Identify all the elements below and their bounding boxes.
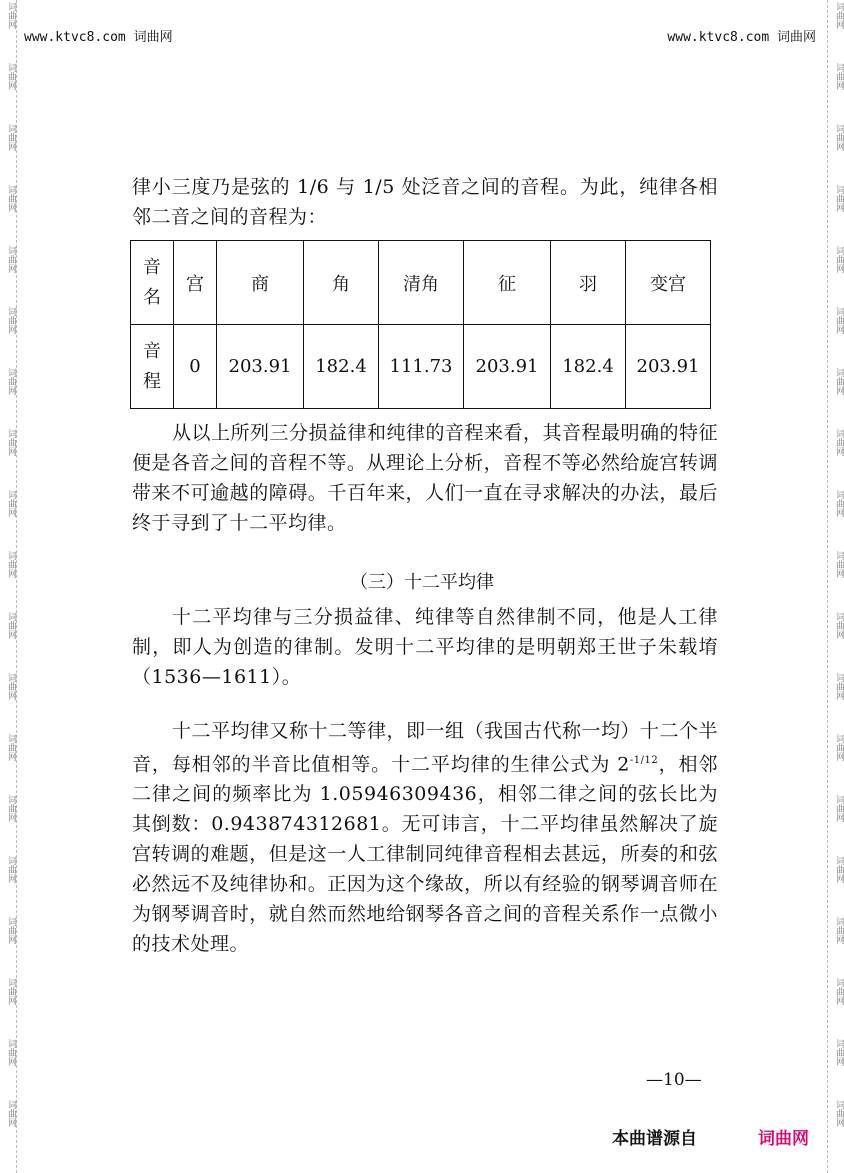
side-watermark-mark: 词曲网 [6, 734, 16, 761]
side-watermark-mark: 词曲网 [6, 63, 16, 90]
paragraph-2: 从以上所列三分损益律和纯律的音程来看，其音程最明确的特征便是各音之间的音程不等。从理论上分析，音程不等必然给旋宫转调带来不可逾越的障碍。千百年来，人们一直在寻求解决的办法，最后终于寻到了十二平均律。 [132, 422, 719, 534]
side-watermark-mark: 词曲网 [834, 1100, 844, 1127]
table-cell: 角 [304, 241, 379, 325]
side-watermark-mark: 词曲网 [834, 856, 844, 883]
side-watermark-mark: 词曲网 [834, 1039, 844, 1066]
side-watermark-mark: 词曲网 [834, 734, 844, 761]
side-watermark-mark: 词曲网 [6, 185, 16, 212]
side-watermark-mark: 词曲网 [834, 917, 844, 944]
side-watermark-mark: 词曲网 [6, 917, 16, 944]
side-watermark-mark: 词曲网 [6, 673, 16, 700]
table-cell: 宫 [174, 241, 217, 325]
side-watermark-mark: 词曲网 [834, 2, 844, 29]
side-watermark-mark: 词曲网 [6, 246, 16, 273]
side-watermark-mark: 词曲网 [6, 490, 16, 517]
table-cell: 203.91 [626, 325, 711, 409]
side-watermark-mark: 词曲网 [6, 368, 16, 395]
side-watermark-mark: 词曲网 [834, 429, 844, 456]
table-cell: 203.91 [464, 325, 551, 409]
paragraph-4 [132, 716, 718, 959]
side-watermark-mark: 词曲网 [6, 551, 16, 578]
paragraph-4-part-b: ，相邻二律之间的频率比为 1.05946309436，相邻二律之间的弦长比为其倒数：0.943874312681。无可讳言，十二平均律虽然解决了旋宫转调的难题，但是这一人工律制同纯律音程相去甚远，所奏的和弦必然远不及纯律协和。正因为这个缘故，所以有经验的钢琴调音师在为钢琴调音时，就自然而然地给钢琴各音之间的音程关系作一点微小的技术处理。 [132, 753, 718, 956]
side-watermark-mark: 词曲网 [834, 124, 844, 151]
side-watermark-mark: 词曲网 [6, 2, 16, 29]
side-watermark-mark: 词曲网 [834, 246, 844, 273]
paragraph-3: 十二平均律与三分损益律、纯律等自然律制不同，他是人工律制，即人为创造的律制。发明十二平均律的是明朝郑王世子朱载堉（1536—1611）。 [132, 606, 718, 688]
row-header-char: 音 [143, 340, 161, 362]
exponent: -1/12 [629, 755, 659, 766]
side-watermark-mark: 词曲网 [6, 124, 16, 151]
section-heading: （三）十二平均律 [350, 572, 494, 593]
table-cell: 111.73 [379, 325, 464, 409]
row-header-char: 程 [143, 370, 161, 392]
side-watermark-mark: 词曲网 [6, 856, 16, 883]
table-cell: 0 [174, 325, 217, 409]
side-watermark-mark: 词曲网 [834, 490, 844, 517]
side-watermark-mark: 词曲网 [834, 368, 844, 395]
side-watermark-mark: 词曲网 [834, 551, 844, 578]
row-header-char: 音 [143, 256, 161, 278]
side-watermark-mark: 词曲网 [6, 1100, 16, 1127]
table-cell: 羽 [551, 241, 626, 325]
row-header-intervals [131, 325, 174, 409]
interval-table [130, 240, 711, 409]
side-watermark-mark: 词曲网 [834, 612, 844, 639]
side-watermark-mark: 词曲网 [834, 673, 844, 700]
header-site-left[interactable]: www.ktvc8.com 词曲网 [24, 30, 173, 45]
side-watermark-mark: 词曲网 [6, 1039, 16, 1066]
footer-source-label: 本曲谱源自 [612, 1129, 697, 1149]
side-watermark-mark: 词曲网 [834, 185, 844, 212]
page-number: —10— [646, 1070, 702, 1090]
paragraph-4-part-a: 十二平均律又称十二等律，即一组（我国古代称一均）十二个半音，每相邻的半音比值相等。十二平均律的生律公式为 2 [132, 720, 719, 776]
table-cell: 变宫 [626, 241, 711, 325]
side-watermark-mark: 词曲网 [6, 307, 16, 334]
table-row-intervals [131, 325, 711, 409]
row-header-char: 名 [143, 286, 161, 308]
side-watermark-mark: 词曲网 [6, 978, 16, 1005]
side-watermark-mark: 词曲网 [834, 978, 844, 1005]
table-cell: 203.91 [217, 325, 304, 409]
side-watermark-mark: 词曲网 [6, 429, 16, 456]
table-cell: 商 [217, 241, 304, 325]
side-watermark-mark: 词曲网 [834, 63, 844, 90]
side-watermark-mark: 词曲网 [834, 307, 844, 334]
table-cell: 182.4 [551, 325, 626, 409]
side-watermark-mark: 词曲网 [6, 795, 16, 822]
table-cell: 182.4 [304, 325, 379, 409]
table-cell: 征 [464, 241, 551, 325]
side-watermark-mark: 词曲网 [6, 612, 16, 639]
header-site-right[interactable]: www.ktvc8.com 词曲网 [667, 30, 816, 45]
table-cell: 清角 [379, 241, 464, 325]
table-row-names [131, 241, 711, 325]
row-header-names [131, 241, 174, 325]
footer-brand-link[interactable]: 词曲网 [758, 1129, 809, 1149]
paragraph-1: 律小三度乃是弦的 1/6 与 1/5 处泛音之间的音程。为此，纯律各相邻二音之间的音程为： [132, 176, 718, 228]
side-watermark-mark: 词曲网 [834, 795, 844, 822]
